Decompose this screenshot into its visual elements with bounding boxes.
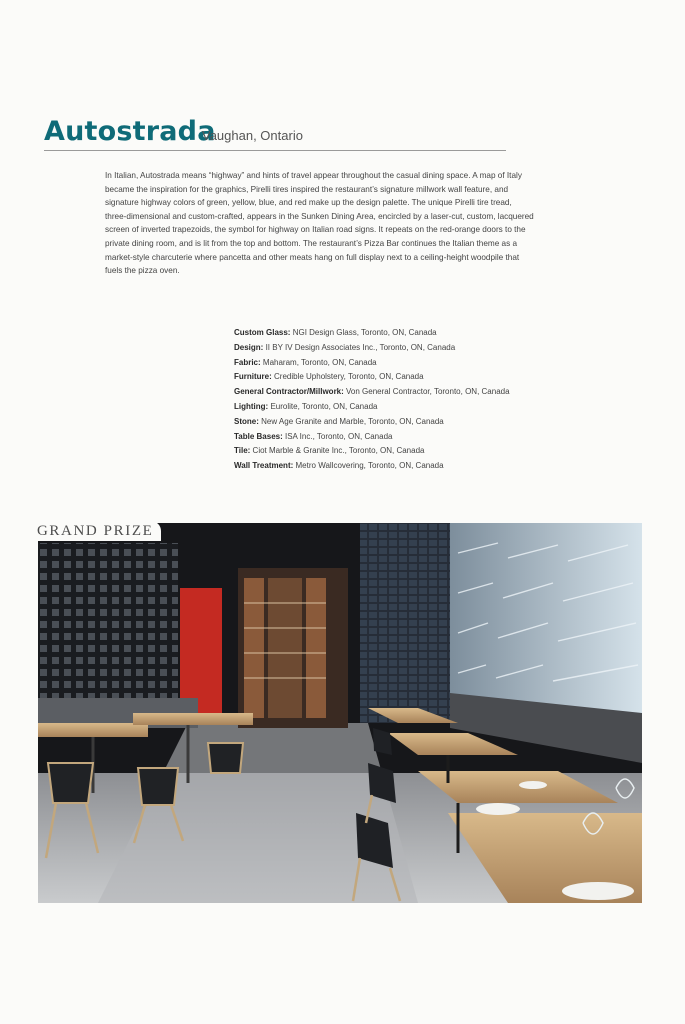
restaurant-interior-illustration xyxy=(38,523,642,903)
credit-value: Ciot Marble & Granite Inc., Toronto, ON, Canada xyxy=(252,446,425,456)
credit-item xyxy=(234,370,534,385)
credit-value: Maharam, Toronto, ON, Canada xyxy=(262,357,377,367)
credit-label: Design: xyxy=(234,342,264,352)
credit-value: Von General Contractor, Toronto, ON, Canada xyxy=(346,387,510,397)
credit-item xyxy=(234,459,534,474)
credit-value: ISA Inc., Toronto, ON, Canada xyxy=(285,431,393,441)
restaurant-photo xyxy=(38,523,642,903)
credit-label: Fabric: xyxy=(234,357,261,367)
credit-item xyxy=(234,430,534,445)
credit-label: Table Bases: xyxy=(234,431,283,441)
credit-label: Stone: xyxy=(234,416,259,426)
credit-label: Furniture: xyxy=(234,372,272,382)
credit-label: Wall Treatment: xyxy=(234,461,294,471)
credit-item xyxy=(234,444,534,459)
credit-label: Custom Glass: xyxy=(234,328,291,337)
credit-label: Tile: xyxy=(234,446,251,456)
article-title: Autostrada xyxy=(44,116,216,147)
credit-value: Eurolite, Toronto, ON, Canada xyxy=(270,401,378,411)
credit-item xyxy=(234,385,534,400)
article-body: In Italian, Autostrada means “highway” and hints of travel appear throughout the casual dining space. A map of Italy became the inspiration for the graphics, Pirelli tires inspired the restaurant’s signature millwork wall feature, and signature highway colors of green, yellow, blue, and red make up the design palette. The unique Pirelli tire tread, three-dimensional and custom-crafted, appears in the Sunken Dining Area, encircled by a laser-cut, custom, lacquered screen of inverted trapezoids, the symbol for highway on Italian road signs. It repeats on the red-orange doors to the private dining room, and is lit from the top and bottom. The restaurant’s Pizza Bar continues the Italian theme as a market-style charcuterie where pancetta and other meats hang on full display next to a ceiling-height woodpile that fuels the pizza oven. xyxy=(105,171,534,276)
credit-value: NGI Design Glass, Toronto, ON, Canada xyxy=(292,328,437,337)
credit-value: II BY IV Design Associates Inc., Toronto, ON, Canada xyxy=(265,342,456,352)
credit-item xyxy=(234,326,534,341)
credit-item xyxy=(234,400,534,415)
credit-item xyxy=(234,341,534,356)
credit-item xyxy=(234,356,534,371)
credit-label: General Contractor/Millwork: xyxy=(234,387,344,397)
credit-label: Lighting: xyxy=(234,401,269,411)
article-header xyxy=(44,116,506,151)
credit-value: New Age Granite and Marble, Toronto, ON, Canada xyxy=(261,416,444,426)
article-location: Vaughan, Ontario xyxy=(202,128,303,143)
credit-value: Metro Wallcovering, Toronto, ON, Canada xyxy=(295,461,444,471)
grand-prize-badge: GRAND PRIZE xyxy=(35,521,161,541)
credit-item xyxy=(234,415,534,430)
credit-value: Credible Upholstery, Toronto, ON, Canada xyxy=(274,372,424,382)
credits-list xyxy=(234,326,534,474)
